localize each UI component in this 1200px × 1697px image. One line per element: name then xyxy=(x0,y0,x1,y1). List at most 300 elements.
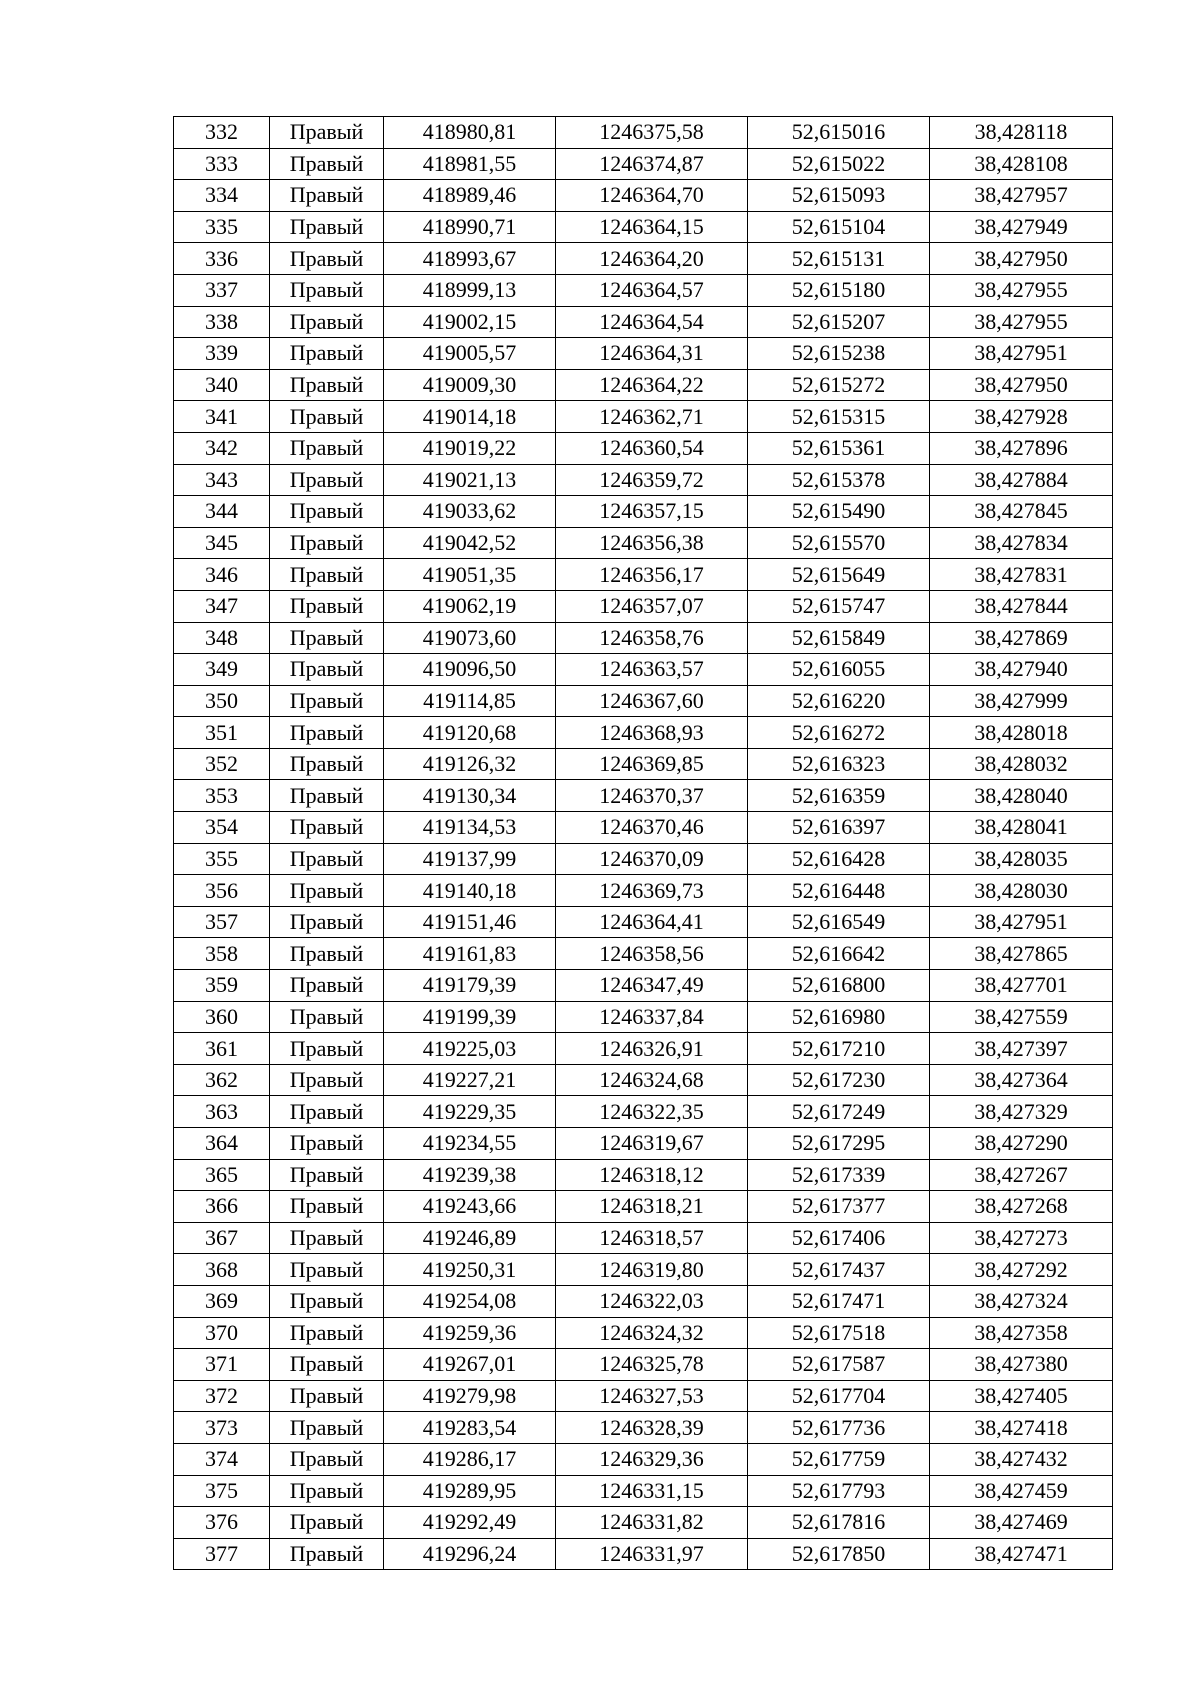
longitude-cell: 38,427397 xyxy=(930,1033,1113,1065)
point-number-cell: 372 xyxy=(174,1380,270,1412)
table-row xyxy=(174,1064,1113,1096)
longitude-cell: 38,427405 xyxy=(930,1380,1113,1412)
longitude-cell: 38,427999 xyxy=(930,685,1113,717)
side-cell: Правый xyxy=(270,243,384,275)
coord-x-cell: 419246,89 xyxy=(384,1222,556,1254)
side-cell: Правый xyxy=(270,559,384,591)
coord-y-cell: 1246337,84 xyxy=(556,1001,748,1033)
latitude-cell: 52,617210 xyxy=(748,1033,930,1065)
coord-x-cell: 419073,60 xyxy=(384,622,556,654)
coord-y-cell: 1246370,09 xyxy=(556,843,748,875)
table-row xyxy=(174,1317,1113,1349)
coord-x-cell: 419259,36 xyxy=(384,1317,556,1349)
latitude-cell: 52,616359 xyxy=(748,780,930,812)
latitude-cell: 52,615016 xyxy=(748,117,930,149)
side-cell: Правый xyxy=(270,1317,384,1349)
side-cell: Правый xyxy=(270,1507,384,1539)
latitude-cell: 52,617587 xyxy=(748,1349,930,1381)
coord-x-cell: 418980,81 xyxy=(384,117,556,149)
table-row xyxy=(174,1507,1113,1539)
latitude-cell: 52,615180 xyxy=(748,274,930,306)
point-number-cell: 375 xyxy=(174,1475,270,1507)
side-cell: Правый xyxy=(270,685,384,717)
side-cell: Правый xyxy=(270,1001,384,1033)
table-row xyxy=(174,559,1113,591)
coord-y-cell: 1246322,35 xyxy=(556,1096,748,1128)
side-cell: Правый xyxy=(270,148,384,180)
longitude-cell: 38,428108 xyxy=(930,148,1113,180)
latitude-cell: 52,617406 xyxy=(748,1222,930,1254)
point-number-cell: 360 xyxy=(174,1001,270,1033)
longitude-cell: 38,427950 xyxy=(930,369,1113,401)
table-row xyxy=(174,812,1113,844)
coord-y-cell: 1246360,54 xyxy=(556,432,748,464)
side-cell: Правый xyxy=(270,717,384,749)
coord-y-cell: 1246370,46 xyxy=(556,812,748,844)
point-number-cell: 362 xyxy=(174,1064,270,1096)
side-cell: Правый xyxy=(270,590,384,622)
side-cell: Правый xyxy=(270,496,384,528)
side-cell: Правый xyxy=(270,875,384,907)
coord-x-cell: 419151,46 xyxy=(384,906,556,938)
longitude-cell: 38,427896 xyxy=(930,432,1113,464)
point-number-cell: 361 xyxy=(174,1033,270,1065)
point-number-cell: 337 xyxy=(174,274,270,306)
coord-x-cell: 419289,95 xyxy=(384,1475,556,1507)
table-row xyxy=(174,1159,1113,1191)
latitude-cell: 52,617793 xyxy=(748,1475,930,1507)
side-cell: Правый xyxy=(270,1254,384,1286)
side-cell: Правый xyxy=(270,274,384,306)
coord-x-cell: 419161,83 xyxy=(384,938,556,970)
side-cell: Правый xyxy=(270,654,384,686)
side-cell: Правый xyxy=(270,780,384,812)
latitude-cell: 52,615649 xyxy=(748,559,930,591)
side-cell: Правый xyxy=(270,1285,384,1317)
longitude-cell: 38,427834 xyxy=(930,527,1113,559)
latitude-cell: 52,617704 xyxy=(748,1380,930,1412)
longitude-cell: 38,428032 xyxy=(930,748,1113,780)
coord-x-cell: 419130,34 xyxy=(384,780,556,812)
coord-y-cell: 1246370,37 xyxy=(556,780,748,812)
coord-x-cell: 418981,55 xyxy=(384,148,556,180)
latitude-cell: 52,615378 xyxy=(748,464,930,496)
side-cell: Правый xyxy=(270,1096,384,1128)
coord-y-cell: 1246356,38 xyxy=(556,527,748,559)
table-row xyxy=(174,1001,1113,1033)
latitude-cell: 52,615361 xyxy=(748,432,930,464)
point-number-cell: 359 xyxy=(174,970,270,1002)
longitude-cell: 38,427831 xyxy=(930,559,1113,591)
longitude-cell: 38,427268 xyxy=(930,1191,1113,1223)
table-row xyxy=(174,243,1113,275)
point-number-cell: 365 xyxy=(174,1159,270,1191)
coord-y-cell: 1246364,41 xyxy=(556,906,748,938)
side-cell: Правый xyxy=(270,338,384,370)
longitude-cell: 38,427955 xyxy=(930,274,1113,306)
coord-x-cell: 418993,67 xyxy=(384,243,556,275)
side-cell: Правый xyxy=(270,1033,384,1065)
point-number-cell: 352 xyxy=(174,748,270,780)
coord-y-cell: 1246318,12 xyxy=(556,1159,748,1191)
table-row xyxy=(174,970,1113,1002)
table-row xyxy=(174,622,1113,654)
coord-y-cell: 1246329,36 xyxy=(556,1443,748,1475)
longitude-cell: 38,427951 xyxy=(930,338,1113,370)
point-number-cell: 353 xyxy=(174,780,270,812)
point-number-cell: 374 xyxy=(174,1443,270,1475)
point-number-cell: 343 xyxy=(174,464,270,496)
side-cell: Правый xyxy=(270,1443,384,1475)
coord-x-cell: 419234,55 xyxy=(384,1128,556,1160)
point-number-cell: 377 xyxy=(174,1538,270,1570)
coord-y-cell: 1246357,15 xyxy=(556,496,748,528)
table-row xyxy=(174,180,1113,212)
latitude-cell: 52,615093 xyxy=(748,180,930,212)
coord-y-cell: 1246347,49 xyxy=(556,970,748,1002)
point-number-cell: 349 xyxy=(174,654,270,686)
point-number-cell: 356 xyxy=(174,875,270,907)
coord-y-cell: 1246364,70 xyxy=(556,180,748,212)
coord-x-cell: 419179,39 xyxy=(384,970,556,1002)
point-number-cell: 334 xyxy=(174,180,270,212)
longitude-cell: 38,427865 xyxy=(930,938,1113,970)
coord-x-cell: 419134,53 xyxy=(384,812,556,844)
table-row xyxy=(174,1349,1113,1381)
coord-y-cell: 1246318,57 xyxy=(556,1222,748,1254)
longitude-cell: 38,428030 xyxy=(930,875,1113,907)
table-row xyxy=(174,654,1113,686)
longitude-cell: 38,428018 xyxy=(930,717,1113,749)
coord-y-cell: 1246364,22 xyxy=(556,369,748,401)
coord-x-cell: 419126,32 xyxy=(384,748,556,780)
side-cell: Правый xyxy=(270,464,384,496)
coord-y-cell: 1246328,39 xyxy=(556,1412,748,1444)
longitude-cell: 38,428118 xyxy=(930,117,1113,149)
coord-y-cell: 1246359,72 xyxy=(556,464,748,496)
point-number-cell: 363 xyxy=(174,1096,270,1128)
longitude-cell: 38,427950 xyxy=(930,243,1113,275)
table-row xyxy=(174,211,1113,243)
side-cell: Правый xyxy=(270,748,384,780)
point-number-cell: 345 xyxy=(174,527,270,559)
coord-y-cell: 1246364,31 xyxy=(556,338,748,370)
coord-x-cell: 419014,18 xyxy=(384,401,556,433)
point-number-cell: 342 xyxy=(174,432,270,464)
point-number-cell: 364 xyxy=(174,1128,270,1160)
latitude-cell: 52,615207 xyxy=(748,306,930,338)
coord-y-cell: 1246364,20 xyxy=(556,243,748,275)
point-number-cell: 348 xyxy=(174,622,270,654)
longitude-cell: 38,427418 xyxy=(930,1412,1113,1444)
longitude-cell: 38,427845 xyxy=(930,496,1113,528)
table-row xyxy=(174,938,1113,970)
table-row xyxy=(174,1412,1113,1444)
coord-x-cell: 419009,30 xyxy=(384,369,556,401)
coord-y-cell: 1246363,57 xyxy=(556,654,748,686)
side-cell: Правый xyxy=(270,306,384,338)
coord-y-cell: 1246364,54 xyxy=(556,306,748,338)
side-cell: Правый xyxy=(270,1064,384,1096)
coord-x-cell: 418999,13 xyxy=(384,274,556,306)
coord-x-cell: 419021,13 xyxy=(384,464,556,496)
longitude-cell: 38,427358 xyxy=(930,1317,1113,1349)
table-row xyxy=(174,748,1113,780)
side-cell: Правый xyxy=(270,1159,384,1191)
coord-x-cell: 419199,39 xyxy=(384,1001,556,1033)
longitude-cell: 38,427701 xyxy=(930,970,1113,1002)
coord-x-cell: 419286,17 xyxy=(384,1443,556,1475)
point-number-cell: 335 xyxy=(174,211,270,243)
coord-y-cell: 1246322,03 xyxy=(556,1285,748,1317)
coord-y-cell: 1246331,15 xyxy=(556,1475,748,1507)
side-cell: Правый xyxy=(270,1538,384,1570)
latitude-cell: 52,617437 xyxy=(748,1254,930,1286)
point-number-cell: 336 xyxy=(174,243,270,275)
latitude-cell: 52,617230 xyxy=(748,1064,930,1096)
latitude-cell: 52,617736 xyxy=(748,1412,930,1444)
coord-x-cell: 419062,19 xyxy=(384,590,556,622)
longitude-cell: 38,428040 xyxy=(930,780,1113,812)
coord-y-cell: 1246358,56 xyxy=(556,938,748,970)
table-row xyxy=(174,685,1113,717)
longitude-cell: 38,427884 xyxy=(930,464,1113,496)
latitude-cell: 52,617759 xyxy=(748,1443,930,1475)
longitude-cell: 38,427432 xyxy=(930,1443,1113,1475)
coord-x-cell: 419267,01 xyxy=(384,1349,556,1381)
side-cell: Правый xyxy=(270,843,384,875)
side-cell: Правый xyxy=(270,1349,384,1381)
coord-y-cell: 1246326,91 xyxy=(556,1033,748,1065)
latitude-cell: 52,615022 xyxy=(748,148,930,180)
point-number-cell: 367 xyxy=(174,1222,270,1254)
latitude-cell: 52,616428 xyxy=(748,843,930,875)
table-row xyxy=(174,464,1113,496)
point-number-cell: 354 xyxy=(174,812,270,844)
coordinates-table xyxy=(173,116,1113,1570)
coord-y-cell: 1246375,58 xyxy=(556,117,748,149)
coord-x-cell: 419296,24 xyxy=(384,1538,556,1570)
longitude-cell: 38,427957 xyxy=(930,180,1113,212)
coord-x-cell: 419140,18 xyxy=(384,875,556,907)
latitude-cell: 52,616980 xyxy=(748,1001,930,1033)
point-number-cell: 339 xyxy=(174,338,270,370)
latitude-cell: 52,617850 xyxy=(748,1538,930,1570)
coord-y-cell: 1246369,85 xyxy=(556,748,748,780)
longitude-cell: 38,427559 xyxy=(930,1001,1113,1033)
coord-x-cell: 419239,38 xyxy=(384,1159,556,1191)
longitude-cell: 38,427380 xyxy=(930,1349,1113,1381)
coord-x-cell: 419005,57 xyxy=(384,338,556,370)
coord-y-cell: 1246324,68 xyxy=(556,1064,748,1096)
coord-x-cell: 419033,62 xyxy=(384,496,556,528)
coord-y-cell: 1246319,67 xyxy=(556,1128,748,1160)
coord-x-cell: 419002,15 xyxy=(384,306,556,338)
coord-y-cell: 1246369,73 xyxy=(556,875,748,907)
coord-x-cell: 419243,66 xyxy=(384,1191,556,1223)
longitude-cell: 38,427949 xyxy=(930,211,1113,243)
side-cell: Правый xyxy=(270,369,384,401)
latitude-cell: 52,615315 xyxy=(748,401,930,433)
latitude-cell: 52,616272 xyxy=(748,717,930,749)
longitude-cell: 38,427869 xyxy=(930,622,1113,654)
coord-y-cell: 1246364,15 xyxy=(556,211,748,243)
latitude-cell: 52,616800 xyxy=(748,970,930,1002)
side-cell: Правый xyxy=(270,1222,384,1254)
longitude-cell: 38,428041 xyxy=(930,812,1113,844)
coord-y-cell: 1246358,76 xyxy=(556,622,748,654)
coord-y-cell: 1246327,53 xyxy=(556,1380,748,1412)
longitude-cell: 38,427940 xyxy=(930,654,1113,686)
latitude-cell: 52,615570 xyxy=(748,527,930,559)
table-row xyxy=(174,527,1113,559)
longitude-cell: 38,427459 xyxy=(930,1475,1113,1507)
table-row xyxy=(174,1254,1113,1286)
side-cell: Правый xyxy=(270,622,384,654)
coord-x-cell: 419137,99 xyxy=(384,843,556,875)
coord-y-cell: 1246368,93 xyxy=(556,717,748,749)
coord-y-cell: 1246356,17 xyxy=(556,559,748,591)
side-cell: Правый xyxy=(270,938,384,970)
table-row xyxy=(174,338,1113,370)
point-number-cell: 358 xyxy=(174,938,270,970)
coord-y-cell: 1246318,21 xyxy=(556,1191,748,1223)
longitude-cell: 38,427951 xyxy=(930,906,1113,938)
latitude-cell: 52,616448 xyxy=(748,875,930,907)
point-number-cell: 376 xyxy=(174,1507,270,1539)
coord-y-cell: 1246374,87 xyxy=(556,148,748,180)
longitude-cell: 38,427469 xyxy=(930,1507,1113,1539)
longitude-cell: 38,427324 xyxy=(930,1285,1113,1317)
longitude-cell: 38,427292 xyxy=(930,1254,1113,1286)
point-number-cell: 344 xyxy=(174,496,270,528)
side-cell: Правый xyxy=(270,1380,384,1412)
table-row xyxy=(174,1475,1113,1507)
table-row xyxy=(174,1033,1113,1065)
latitude-cell: 52,617471 xyxy=(748,1285,930,1317)
table-row xyxy=(174,1538,1113,1570)
coord-x-cell: 419279,98 xyxy=(384,1380,556,1412)
latitude-cell: 52,616642 xyxy=(748,938,930,970)
coord-x-cell: 419229,35 xyxy=(384,1096,556,1128)
point-number-cell: 340 xyxy=(174,369,270,401)
side-cell: Правый xyxy=(270,401,384,433)
table-row xyxy=(174,369,1113,401)
latitude-cell: 52,616549 xyxy=(748,906,930,938)
longitude-cell: 38,427844 xyxy=(930,590,1113,622)
coord-x-cell: 418990,71 xyxy=(384,211,556,243)
point-number-cell: 371 xyxy=(174,1349,270,1381)
side-cell: Правый xyxy=(270,1191,384,1223)
point-number-cell: 366 xyxy=(174,1191,270,1223)
coord-x-cell: 419283,54 xyxy=(384,1412,556,1444)
coord-x-cell: 419292,49 xyxy=(384,1507,556,1539)
coord-y-cell: 1246367,60 xyxy=(556,685,748,717)
table-row xyxy=(174,117,1113,149)
latitude-cell: 52,617518 xyxy=(748,1317,930,1349)
coordinates-table-body xyxy=(174,117,1113,1570)
side-cell: Правый xyxy=(270,906,384,938)
coord-y-cell: 1246319,80 xyxy=(556,1254,748,1286)
latitude-cell: 52,616323 xyxy=(748,748,930,780)
longitude-cell: 38,427364 xyxy=(930,1064,1113,1096)
table-row xyxy=(174,1285,1113,1317)
longitude-cell: 38,427290 xyxy=(930,1128,1113,1160)
longitude-cell: 38,427955 xyxy=(930,306,1113,338)
latitude-cell: 52,615104 xyxy=(748,211,930,243)
table-row xyxy=(174,1380,1113,1412)
table-row xyxy=(174,1128,1113,1160)
side-cell: Правый xyxy=(270,211,384,243)
coord-x-cell: 419250,31 xyxy=(384,1254,556,1286)
coord-x-cell: 419254,08 xyxy=(384,1285,556,1317)
side-cell: Правый xyxy=(270,117,384,149)
table-row xyxy=(174,401,1113,433)
side-cell: Правый xyxy=(270,812,384,844)
table-row xyxy=(174,1443,1113,1475)
latitude-cell: 52,615131 xyxy=(748,243,930,275)
side-cell: Правый xyxy=(270,432,384,464)
longitude-cell: 38,427329 xyxy=(930,1096,1113,1128)
coord-x-cell: 418989,46 xyxy=(384,180,556,212)
coord-y-cell: 1246331,82 xyxy=(556,1507,748,1539)
coord-x-cell: 419120,68 xyxy=(384,717,556,749)
coord-y-cell: 1246331,97 xyxy=(556,1538,748,1570)
point-number-cell: 347 xyxy=(174,590,270,622)
side-cell: Правый xyxy=(270,1475,384,1507)
point-number-cell: 333 xyxy=(174,148,270,180)
table-row xyxy=(174,875,1113,907)
point-number-cell: 368 xyxy=(174,1254,270,1286)
table-row xyxy=(174,1222,1113,1254)
coord-x-cell: 419114,85 xyxy=(384,685,556,717)
latitude-cell: 52,616055 xyxy=(748,654,930,686)
point-number-cell: 357 xyxy=(174,906,270,938)
latitude-cell: 52,616397 xyxy=(748,812,930,844)
coord-y-cell: 1246357,07 xyxy=(556,590,748,622)
latitude-cell: 52,616220 xyxy=(748,685,930,717)
point-number-cell: 355 xyxy=(174,843,270,875)
coord-y-cell: 1246364,57 xyxy=(556,274,748,306)
longitude-cell: 38,427928 xyxy=(930,401,1113,433)
table-row xyxy=(174,590,1113,622)
point-number-cell: 351 xyxy=(174,717,270,749)
table-row xyxy=(174,496,1113,528)
latitude-cell: 52,617249 xyxy=(748,1096,930,1128)
latitude-cell: 52,615849 xyxy=(748,622,930,654)
longitude-cell: 38,427471 xyxy=(930,1538,1113,1570)
table-row xyxy=(174,780,1113,812)
table-row xyxy=(174,906,1113,938)
table-row xyxy=(174,432,1113,464)
longitude-cell: 38,427267 xyxy=(930,1159,1113,1191)
point-number-cell: 370 xyxy=(174,1317,270,1349)
coord-x-cell: 419042,52 xyxy=(384,527,556,559)
latitude-cell: 52,615272 xyxy=(748,369,930,401)
latitude-cell: 52,617377 xyxy=(748,1191,930,1223)
latitude-cell: 52,617816 xyxy=(748,1507,930,1539)
side-cell: Правый xyxy=(270,970,384,1002)
side-cell: Правый xyxy=(270,527,384,559)
table-row xyxy=(174,148,1113,180)
table-row xyxy=(174,843,1113,875)
table-row xyxy=(174,306,1113,338)
side-cell: Правый xyxy=(270,1128,384,1160)
table-row xyxy=(174,1191,1113,1223)
table-row xyxy=(174,1096,1113,1128)
point-number-cell: 338 xyxy=(174,306,270,338)
longitude-cell: 38,428035 xyxy=(930,843,1113,875)
